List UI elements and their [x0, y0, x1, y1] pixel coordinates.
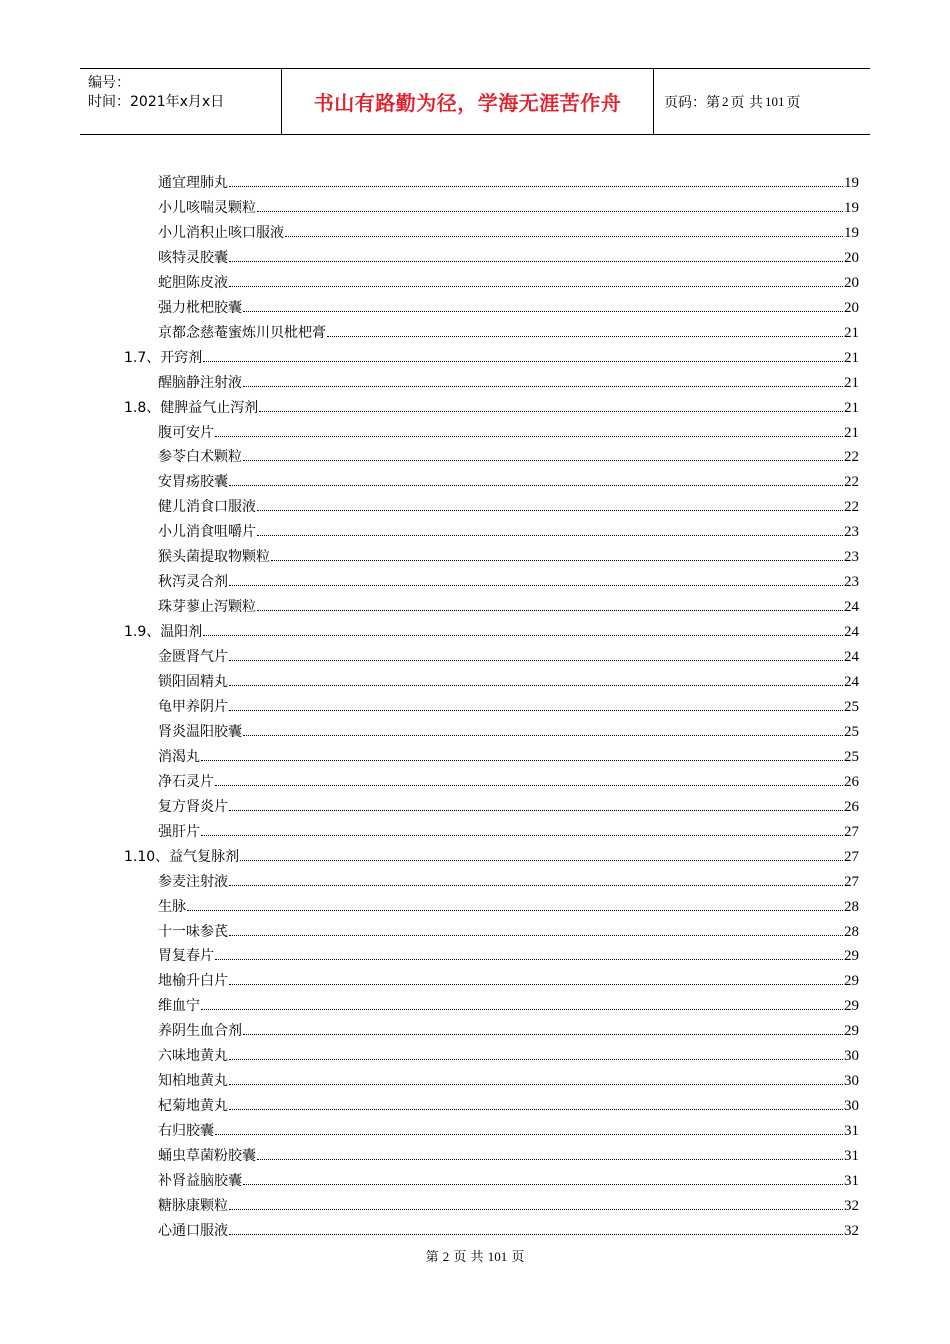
toc-entry-title: 消渴丸 [158, 748, 200, 765]
toc-entry[interactable] [158, 442, 859, 466]
toc-section-entry[interactable] [124, 617, 859, 641]
toc-dot-leader [243, 1184, 843, 1185]
header-page-current: 2 [722, 93, 729, 109]
toc-entry-title: 小儿咳喘灵颗粒 [158, 199, 256, 216]
toc-dot-leader [229, 685, 843, 686]
toc-entry-page: 23 [844, 524, 859, 541]
toc-entry-title: 腹可安片 [158, 424, 214, 441]
toc-entry-page: 25 [844, 723, 859, 740]
toc-dot-leader [257, 211, 843, 212]
toc-entry[interactable] [158, 717, 859, 741]
toc-section-entry[interactable] [124, 343, 859, 367]
toc-entry[interactable] [158, 268, 859, 292]
toc-entry-page: 20 [844, 299, 859, 316]
toc-entry-page: 21 [844, 374, 859, 391]
toc-dot-leader [257, 510, 843, 511]
toc-entry-title: 生脉 [158, 898, 186, 915]
toc-entry-page: 24 [844, 674, 859, 690]
toc-entry-title: 杞菊地黄丸 [158, 1098, 228, 1115]
toc-entry-title: 强肝片 [158, 823, 200, 840]
toc-entry-title: 通宜理肺丸 [158, 175, 228, 191]
toc-section-entry[interactable] [124, 842, 859, 866]
toc-entry-page: 27 [844, 848, 859, 865]
toc-entry-page: 29 [844, 1023, 859, 1040]
toc-entry-title: 心通口服液 [158, 1222, 228, 1239]
toc-entry-page: 21 [844, 399, 859, 416]
toc-entry[interactable] [158, 1141, 859, 1165]
toc-entry[interactable] [158, 642, 859, 666]
toc-entry[interactable] [158, 492, 859, 516]
toc-section-entry[interactable] [124, 393, 859, 417]
header-page-prefix: 页码：第 [664, 94, 720, 111]
toc-entry[interactable] [158, 243, 859, 267]
toc-entry-page: 30 [844, 1073, 859, 1090]
toc-entry-page: 25 [844, 748, 859, 765]
toc-entry-page: 28 [844, 923, 859, 940]
toc-dot-leader [285, 236, 843, 237]
toc-entry[interactable] [158, 567, 859, 591]
toc-entry-page: 19 [844, 199, 859, 216]
toc-dot-leader [229, 485, 843, 486]
toc-dot-leader [229, 810, 843, 811]
toc-entry-page: 19 [844, 175, 859, 191]
toc-entry-page: 32 [844, 1197, 859, 1214]
toc-entry[interactable] [158, 1191, 859, 1215]
toc-entry-page: 20 [844, 274, 859, 291]
toc-dot-leader [203, 361, 843, 362]
toc-dot-leader [229, 585, 843, 586]
toc-entry[interactable] [158, 542, 859, 566]
toc-dot-leader [243, 386, 843, 387]
toc-entry-title: 秋泻灵合剂 [158, 574, 228, 591]
toc-entry-page: 27 [844, 823, 859, 840]
toc-entry[interactable] [158, 1041, 859, 1065]
toc-entry-title: 参麦注射液 [158, 873, 228, 890]
footer-page-current: 2 [442, 1249, 450, 1264]
toc-entry-title: 健儿消食口服液 [158, 499, 256, 516]
toc-entry-title: 锁阳固精丸 [158, 674, 228, 690]
toc-dot-leader [229, 935, 843, 936]
toc-entry-title: 参苓白术颗粒 [158, 449, 242, 466]
page-header [80, 68, 870, 135]
toc-entry[interactable] [158, 742, 859, 766]
toc-entry-title: 糖脉康颗粒 [158, 1197, 228, 1214]
toc-dot-leader [259, 411, 843, 412]
toc-entry-title: 1.9、温阳剂 [124, 624, 203, 641]
toc-dot-leader [215, 436, 843, 437]
toc-entry-title: 1.7、开窍剂 [124, 349, 203, 366]
toc-entry-title: 咳特灵胶囊 [158, 249, 228, 266]
toc-entry-title: 金匮肾气片 [158, 649, 228, 666]
toc-dot-leader [240, 860, 843, 861]
toc-dot-leader [215, 785, 843, 786]
toc-dot-leader [257, 610, 843, 611]
toc-entry[interactable] [158, 867, 859, 891]
toc-entry-title: 地榆升白片 [158, 973, 228, 990]
toc-dot-leader [229, 1209, 843, 1210]
toc-dot-leader [327, 336, 843, 337]
toc-entry-title: 肾炎温阳胶囊 [158, 723, 242, 740]
toc-entry-page: 27 [844, 873, 859, 890]
toc-entry-page: 21 [844, 424, 859, 441]
toc-entry-title: 六味地黄丸 [158, 1048, 228, 1065]
header-page-info [654, 69, 870, 134]
toc-dot-leader [215, 1134, 843, 1135]
toc-entry-page: 22 [844, 449, 859, 466]
toc-entry-title: 胃复春片 [158, 948, 214, 965]
toc-entry[interactable] [158, 1066, 859, 1090]
footer-prefix: 第 [425, 1250, 439, 1265]
toc-entry-title: 小儿消食咀嚼片 [158, 524, 256, 541]
toc-dot-leader [229, 286, 843, 287]
toc-entry-title: 京都念慈菴蜜炼川贝枇杷膏 [158, 324, 326, 341]
toc-entry[interactable] [158, 418, 859, 442]
toc-entry[interactable] [158, 1166, 859, 1190]
toc-entry-page: 28 [844, 898, 859, 915]
toc-entry[interactable] [158, 517, 859, 541]
toc-dot-leader [187, 910, 843, 911]
toc-entry-title: 维血宁 [158, 998, 200, 1015]
toc-entry[interactable] [158, 892, 859, 916]
toc-entry-page: 20 [844, 249, 859, 266]
toc-entry-title: 知柏地黄丸 [158, 1073, 228, 1090]
toc-entry-page: 31 [844, 1173, 859, 1189]
toc-entry-title: 猴头菌提取物颗粒 [158, 549, 270, 566]
toc-dot-leader [271, 560, 843, 561]
toc-dot-leader [243, 460, 843, 461]
toc-entry-page: 22 [844, 499, 859, 516]
toc-entry-page: 24 [844, 599, 859, 616]
toc-dot-leader [201, 835, 843, 836]
toc-entry-title: 1.10、益气复脉剂 [124, 848, 240, 865]
toc-entry[interactable] [158, 1091, 859, 1115]
header-page-middle: 页 共 [730, 94, 763, 111]
toc-entry-title: 强力枇杷胶囊 [158, 299, 242, 316]
toc-entry-page: 32 [844, 1222, 859, 1239]
toc-entry-page: 31 [844, 1148, 859, 1165]
toc-entry-title: 醒脑静注射液 [158, 374, 242, 391]
toc-entry-title: 右归胶囊 [158, 1123, 214, 1140]
toc-entry-title: 珠芽蓼止泻颗粒 [158, 599, 256, 616]
toc-entry[interactable] [158, 941, 859, 965]
toc-entry[interactable] [158, 467, 859, 491]
toc-entry-title: 蛹虫草菌粉胶囊 [158, 1148, 256, 1165]
toc-entry-page: 19 [844, 224, 859, 241]
toc-dot-leader [243, 735, 843, 736]
toc-dot-leader [229, 984, 843, 985]
toc-entry-title: 净石灵片 [158, 773, 214, 790]
toc-entry[interactable] [158, 692, 859, 716]
toc-entry[interactable] [158, 1016, 859, 1040]
toc-entry[interactable] [158, 792, 859, 816]
toc-dot-leader [229, 186, 843, 187]
toc-entry[interactable] [158, 966, 859, 990]
toc-entry[interactable] [158, 817, 859, 841]
toc-dot-leader [229, 1109, 843, 1110]
document-number-label: 编号： [88, 75, 130, 91]
toc-entry-title: 安胃疡胶囊 [158, 474, 228, 491]
toc-entry-page: 29 [844, 973, 859, 990]
toc-entry-title: 龟甲养阴片 [158, 698, 228, 715]
toc-entry[interactable] [158, 218, 859, 242]
toc-entry[interactable] [158, 293, 859, 317]
toc-dot-leader [215, 959, 843, 960]
header-meta [80, 69, 281, 134]
toc-entry[interactable] [158, 592, 859, 616]
toc-entry-page: 24 [844, 624, 859, 641]
toc-entry[interactable] [158, 917, 859, 941]
toc-entry-title: 蛇胆陈皮液 [158, 274, 228, 291]
toc-entry[interactable] [158, 1116, 859, 1140]
toc-entry[interactable] [158, 991, 859, 1015]
toc-entry-title: 小儿消积止咳口服液 [158, 224, 284, 241]
toc-entry-page: 21 [844, 324, 859, 341]
toc-dot-leader [229, 1059, 843, 1060]
toc-entry-page: 26 [844, 798, 859, 815]
toc-entry-page: 23 [844, 574, 859, 591]
toc-entry[interactable] [158, 767, 859, 791]
toc-dot-leader [201, 760, 843, 761]
toc-entry-page: 30 [844, 1098, 859, 1115]
toc-entry-page: 24 [844, 649, 859, 666]
toc-entry-page: 29 [844, 998, 859, 1015]
toc-dot-leader [229, 660, 843, 661]
toc-entry-page: 21 [844, 349, 859, 366]
toc-entry[interactable] [158, 368, 859, 392]
footer-middle: 页 共 [453, 1250, 484, 1265]
toc-dot-leader [257, 1159, 843, 1160]
toc-entry-page: 26 [844, 773, 859, 790]
toc-dot-leader [229, 710, 843, 711]
toc-dot-leader [243, 1034, 843, 1035]
toc-entry-page: 23 [844, 549, 859, 566]
header-page-suffix: 页 [786, 94, 801, 111]
header-page-total: 101 [764, 93, 785, 109]
toc-entry[interactable] [158, 1216, 859, 1240]
toc-dot-leader [229, 261, 843, 262]
header-slogan-cell [281, 69, 654, 134]
toc-entry-page: 22 [844, 474, 859, 491]
toc-entry-page: 29 [844, 948, 859, 965]
toc-entry[interactable] [158, 667, 859, 691]
toc-entry-page: 25 [844, 698, 859, 715]
toc-dot-leader [229, 1234, 843, 1235]
toc-dot-leader [229, 885, 843, 886]
toc-entry-title: 养阴生血合剂 [158, 1023, 242, 1040]
toc-entry-title: 复方肾炎片 [158, 798, 228, 815]
toc-entry-page: 31 [844, 1123, 859, 1140]
toc-dot-leader [203, 635, 843, 636]
toc-entry[interactable] [158, 193, 859, 217]
footer-page-total: 101 [487, 1249, 508, 1264]
toc-dot-leader [243, 311, 843, 312]
page-footer [0, 1246, 950, 1265]
toc-entry-title: 补肾益脑胶囊 [158, 1173, 242, 1189]
document-date-label: 时间：2021年x月x日 [88, 94, 225, 110]
header-slogan: 书山有路勤为径，学海无涯苦作舟 [313, 91, 622, 115]
toc-entry-title: 十一味参芪 [158, 923, 228, 940]
toc-entry-page: 30 [844, 1048, 859, 1065]
toc-entry[interactable] [158, 318, 859, 342]
toc-dot-leader [257, 535, 843, 536]
footer-suffix: 页 [511, 1250, 525, 1265]
toc-dot-leader [229, 1084, 843, 1085]
toc-entry-title: 1.8、健脾益气止泻剂 [124, 399, 259, 416]
toc-dot-leader [201, 1009, 843, 1010]
toc-entry[interactable] [158, 168, 859, 192]
